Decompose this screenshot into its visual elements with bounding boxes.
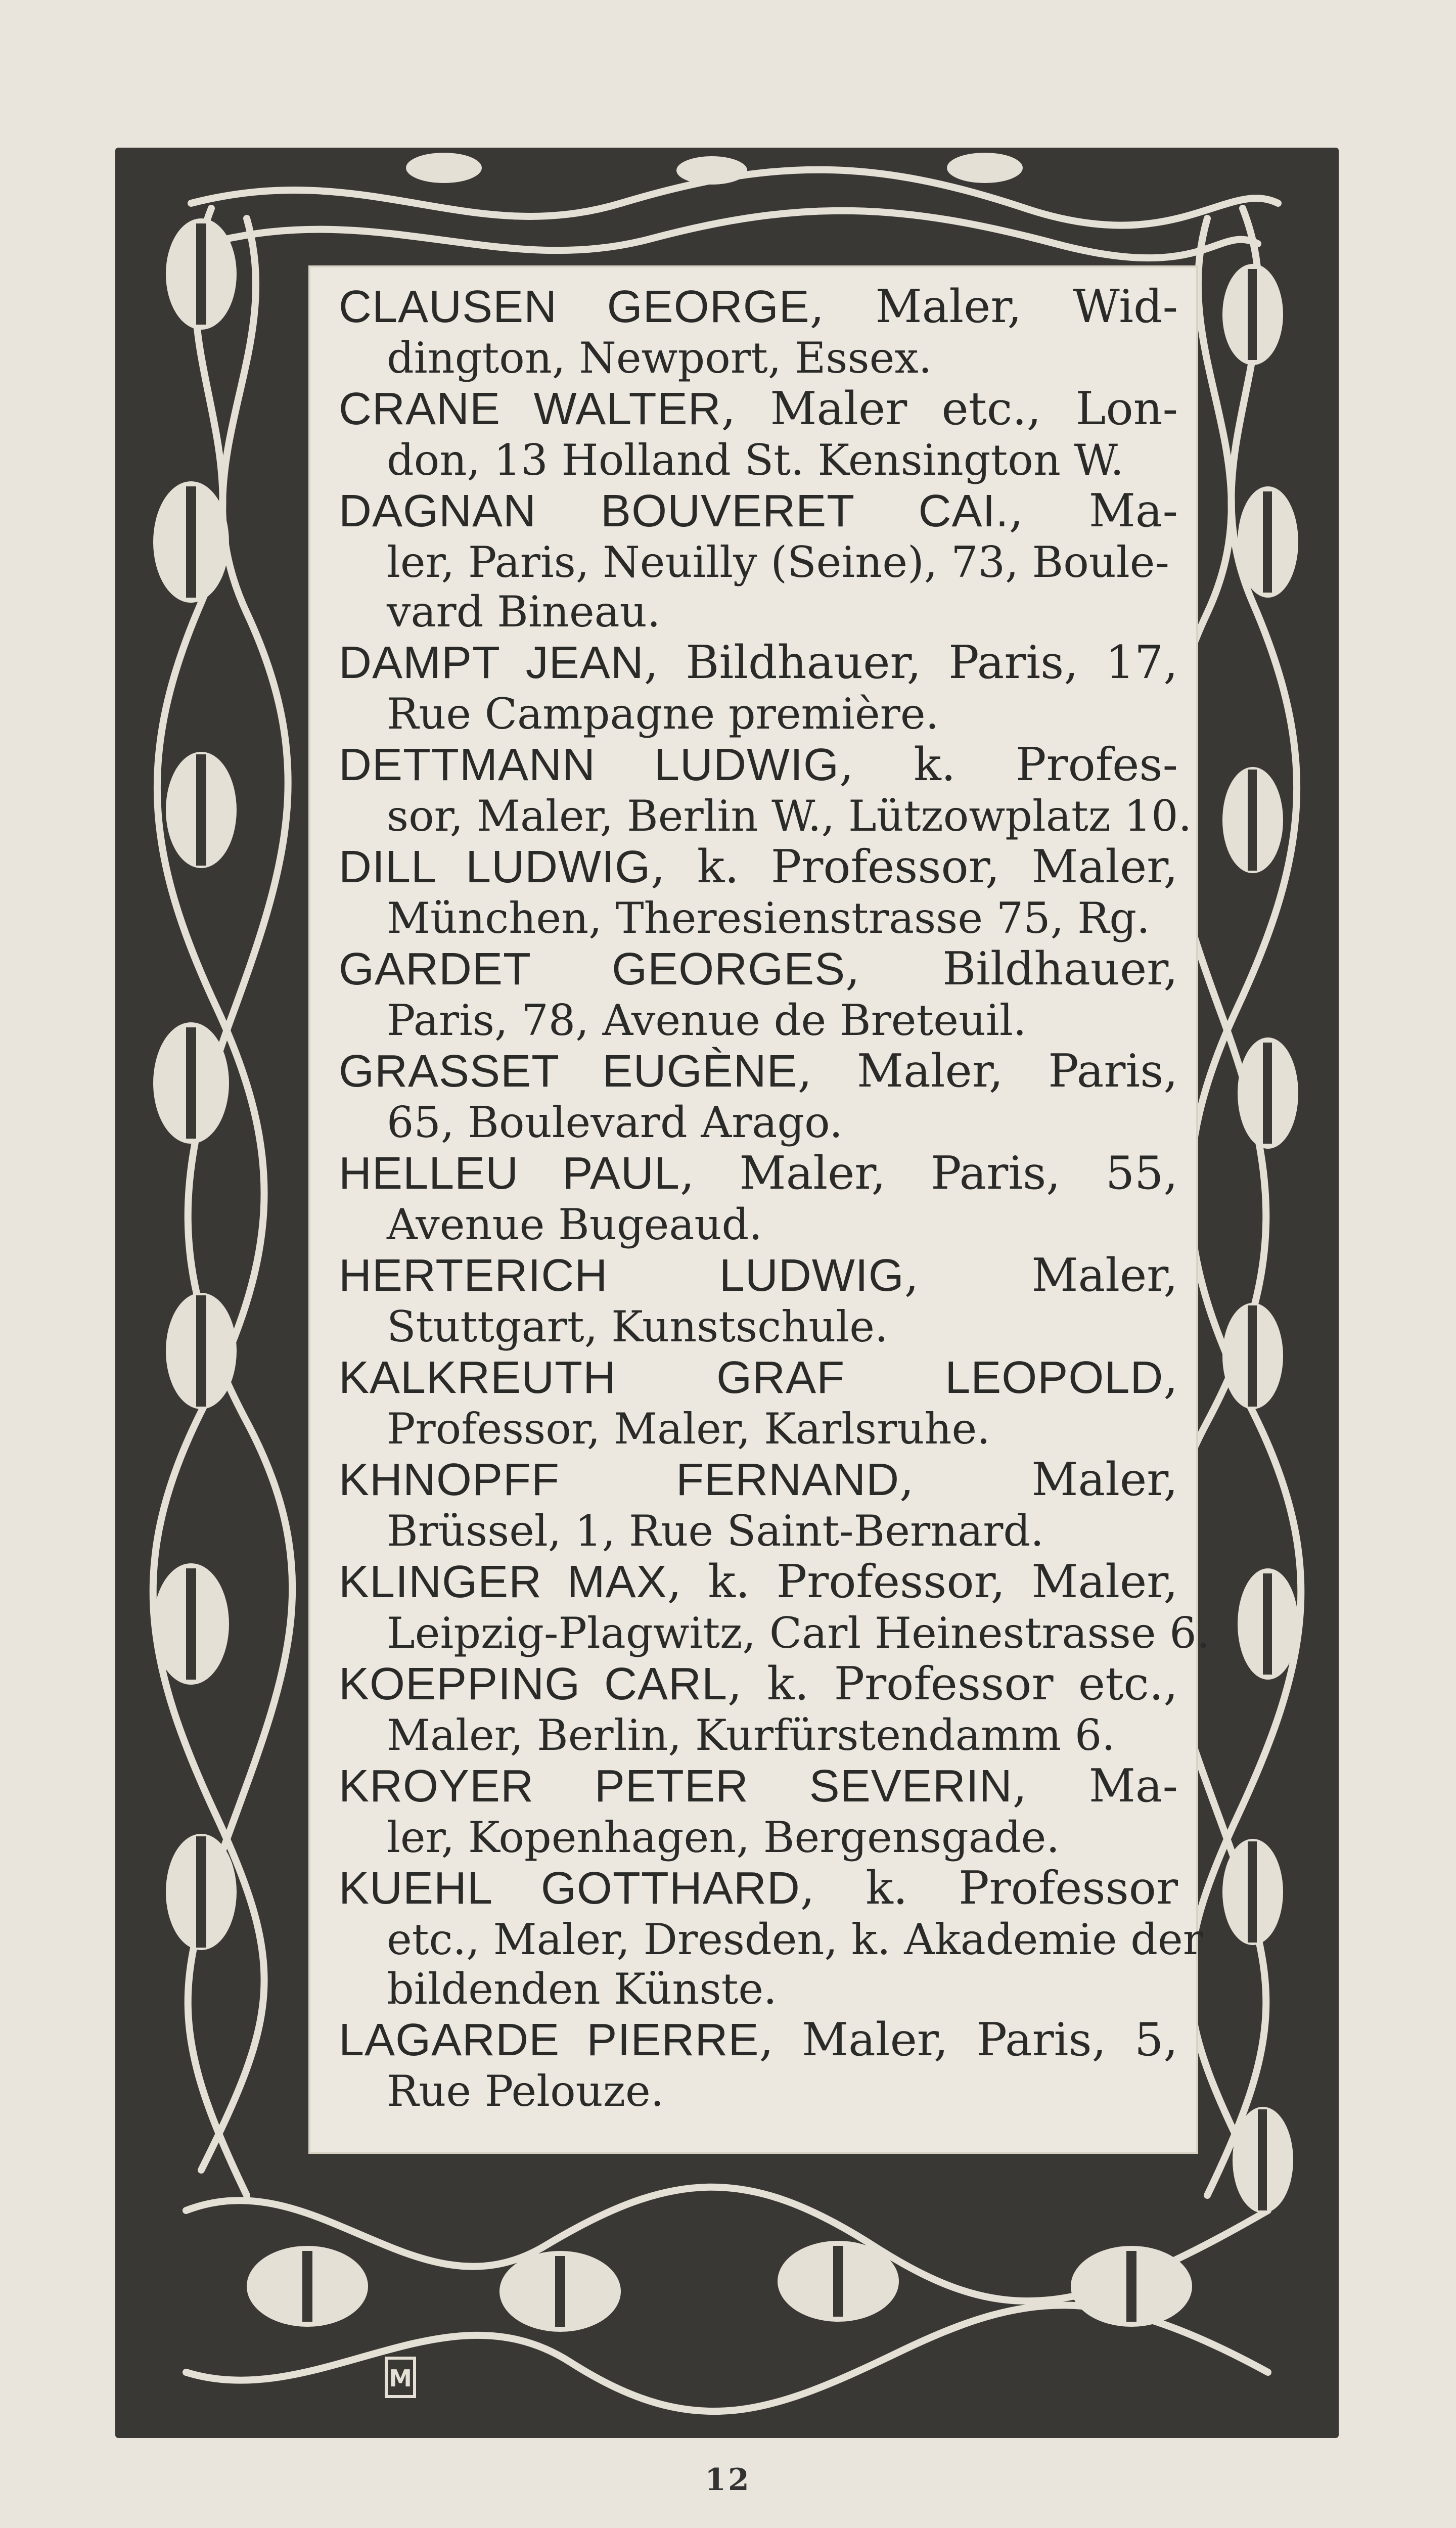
entry-continuation-line: Paris, 78, Avenue de Breteuil. <box>387 996 1027 1045</box>
entry-name: DAGNAN BOUVERET CAI. <box>339 486 1009 536</box>
entry-description: , k. Professor <box>800 1862 1178 1915</box>
directory-entry <box>339 1862 1203 2014</box>
entry-description: , Ma- <box>1009 484 1178 537</box>
entry-continuation-line: Rue Pelouze. <box>387 2066 664 2116</box>
entry-first-line <box>339 739 1178 791</box>
directory-entry <box>339 1351 1178 1454</box>
directory-entry <box>339 1760 1178 1862</box>
entry-first-line <box>339 1147 1178 1200</box>
entry-name: LAGARDE PIERRE <box>339 2015 759 2065</box>
directory-entry <box>339 1249 1178 1351</box>
entry-name: CLAUSEN GEORGE <box>339 282 810 332</box>
entry-description: , Maler, Paris, 55, <box>679 1147 1178 1200</box>
entry-first-line <box>339 943 1178 996</box>
entry-continuation-line: ler, Kopenhagen, Bergensgade. <box>387 1813 1060 1862</box>
entry-description: , k. Profes- <box>839 738 1178 791</box>
entry-description: , k. Professor etc., <box>727 1657 1178 1710</box>
entry-description: , Ma- <box>1012 1759 1178 1813</box>
entry-continuation-line: Avenue Bugeaud. <box>387 1200 762 1249</box>
entry-name: HERTERICH LUDWIG <box>339 1250 904 1301</box>
entry-name: KOEPPING CARL <box>339 1659 728 1709</box>
entry-continuation-line: 65, Boulevard Arago. <box>387 1098 843 1147</box>
entry-description: , Maler, Wid- <box>809 280 1178 333</box>
entry-description: , Bildhauer, Paris, 17, <box>644 636 1178 689</box>
directory-entry <box>339 1555 1210 1658</box>
entry-first-line <box>339 1760 1178 1813</box>
entry-continuation-line: Maler, Berlin, Kurfürstendamm 6. <box>387 1710 1116 1760</box>
directory-entry <box>339 1147 1178 1249</box>
entry-first-line <box>339 1351 1178 1404</box>
entry-first-line <box>339 841 1178 893</box>
monogram-mark <box>384 2356 417 2399</box>
entry-first-line <box>339 485 1178 537</box>
entry-name: KUEHL GOTTHARD <box>339 1863 800 1914</box>
directory-entry <box>339 738 1192 841</box>
directory-entry <box>339 1454 1178 1556</box>
directory-entry <box>339 281 1178 383</box>
entry-name: KROYER PETER SEVERIN <box>339 1761 1013 1812</box>
entry-name: KHNOPFF FERNAND <box>339 1455 900 1505</box>
entry-description: , Maler etc., Lon- <box>721 382 1178 435</box>
entry-description: , Maler, <box>899 1453 1178 1506</box>
entry-first-line <box>339 1658 1178 1710</box>
directory-entry <box>339 943 1178 1045</box>
directory-entry <box>339 485 1178 637</box>
directory-entry <box>339 637 1178 739</box>
entry-first-line <box>339 1862 1178 1915</box>
entry-first-line <box>339 1556 1178 1608</box>
entry-name: HELLEU PAUL <box>339 1148 680 1199</box>
entry-continuation-line: Leipzig-Plagwitz, Carl Heinestrasse 6. <box>387 1608 1210 1658</box>
entry-list <box>339 280 1210 2116</box>
entry-first-line <box>339 2014 1178 2066</box>
entry-name: DETTMANN LUDWIG <box>339 740 840 790</box>
entry-continuation-line: München, Theresienstrasse 75, Rg. <box>387 893 1150 943</box>
entry-continuation-line: Stuttgart, Kunstschule. <box>387 1302 888 1351</box>
entry-description: , <box>1163 1351 1178 1404</box>
entry-continuation-line: sor, Maler, Berlin W., Lützowplatz 10. <box>387 791 1192 841</box>
entry-name: KLINGER MAX <box>339 1557 667 1607</box>
directory-entry <box>339 383 1178 485</box>
monogram-letter: M <box>389 2365 412 2392</box>
entry-description: , Maler, Paris, 5, <box>759 2013 1178 2066</box>
page-number: 12 <box>705 2462 751 2498</box>
directory-entry <box>339 1658 1178 1760</box>
entry-first-line <box>339 383 1178 435</box>
entry-description: , Maler, <box>904 1249 1178 1302</box>
entry-continuation-line: Brüssel, 1, Rue Saint-Bernard. <box>387 1506 1044 1556</box>
entry-continuation-line: etc., Maler, Dresden, k. Akademie der <box>387 1915 1203 1964</box>
entry-description: , Maler, Paris, <box>797 1045 1178 1098</box>
directory-entry <box>339 1045 1178 1147</box>
entry-name: KALKREUTH GRAF LEOPOLD <box>339 1352 1164 1403</box>
entry-name: DILL LUDWIG <box>339 842 651 892</box>
entry-name: GRASSET EUGÈNE <box>339 1046 798 1097</box>
directory-entry <box>339 841 1178 943</box>
entry-continuation-line: Professor, Maler, Karlsruhe. <box>387 1404 990 1454</box>
entry-name: CRANE WALTER <box>339 384 721 434</box>
entry-continuation-line: ler, Paris, Neuilly (Seine), 73, Boule- <box>387 537 1169 587</box>
directory-entry <box>339 2014 1178 2116</box>
entry-first-line <box>339 1249 1178 1302</box>
entry-continuation-line: dington, Newport, Essex. <box>387 333 932 383</box>
entry-name: GARDET GEORGES <box>339 944 846 995</box>
entry-first-line <box>339 637 1178 689</box>
entry-continuation-line: don, 13 Holland St. Kensington W. <box>387 435 1124 485</box>
entry-description: , Bildhauer, <box>845 942 1178 996</box>
entry-continuation-line: vard Bineau. <box>387 587 661 637</box>
entry-description: , k. Professor, Maler, <box>667 1555 1178 1608</box>
entry-continuation-line: Rue Campagne première. <box>387 689 939 739</box>
entry-first-line <box>339 281 1178 333</box>
entry-name: DAMPT JEAN <box>339 638 644 688</box>
entry-first-line <box>339 1045 1178 1098</box>
entry-first-line <box>339 1454 1178 1506</box>
entry-description: , k. Professor, Maler, <box>651 840 1178 893</box>
entry-continuation-line: bildenden Künste. <box>387 1964 777 2014</box>
